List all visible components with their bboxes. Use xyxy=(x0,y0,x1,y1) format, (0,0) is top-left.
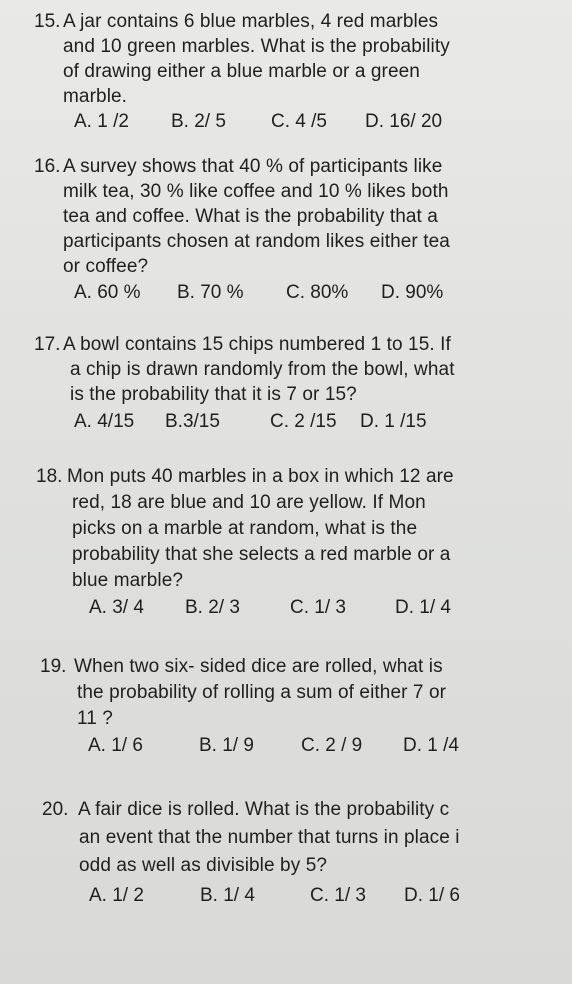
question-number: 19. xyxy=(40,656,67,677)
choice-d[interactable]: D. 16/ 20 xyxy=(365,111,443,132)
question-number: 20. xyxy=(42,799,69,820)
choice-c[interactable]: C. 2 /15 xyxy=(270,411,337,432)
question-text-line: marble. xyxy=(63,86,128,107)
choice-a[interactable]: A. 1/ 2 xyxy=(89,885,144,906)
question-text-line: or coffee? xyxy=(63,256,149,277)
question-text-line: and 10 green marbles. What is the probability xyxy=(63,36,450,57)
question-text-line: participants chosen at random likes either tea xyxy=(63,231,450,252)
answer-choices xyxy=(0,884,572,908)
choice-a[interactable]: A. 1 /2 xyxy=(74,111,129,132)
question-text-line: A bowl contains 15 chips numbered 1 to 15. If xyxy=(63,334,451,355)
question-text-line: the probability of rolling a sum of either 7 or xyxy=(77,682,447,703)
question-text-line: A survey shows that 40 % of participants like xyxy=(63,156,443,177)
choice-c[interactable]: C. 80% xyxy=(286,282,349,303)
choice-d[interactable]: D. 1/ 6 xyxy=(404,885,460,906)
question-text-line: tea and coffee. What is the probability that a xyxy=(63,206,438,227)
question-number: 17. xyxy=(34,334,61,355)
choice-b[interactable]: B.3/15 xyxy=(165,411,220,432)
choice-a[interactable]: A. 60 % xyxy=(74,282,141,303)
choice-d[interactable]: D. 1/ 4 xyxy=(395,597,451,618)
choice-c[interactable]: C. 2 / 9 xyxy=(301,735,363,756)
choice-c[interactable]: C. 4 /5 xyxy=(271,111,327,132)
question-number: 16. xyxy=(34,156,61,177)
question-text-line: milk tea, 30 % like coffee and 10 % likes both xyxy=(63,181,449,202)
choice-a[interactable]: A. 1/ 6 xyxy=(88,735,143,756)
choice-d[interactable]: D. 1 /4 xyxy=(403,735,459,756)
question-text-line: of drawing either a blue marble or a green xyxy=(63,61,420,82)
choice-d[interactable]: D. 90% xyxy=(381,282,444,303)
question-number: 18. xyxy=(36,466,63,487)
answer-choices xyxy=(0,110,572,134)
choice-b[interactable]: B. 1/ 9 xyxy=(199,735,254,756)
answer-choices xyxy=(0,734,572,758)
question-text-line: is the probability that it is 7 or 15? xyxy=(70,384,357,405)
question-text-line: A fair dice is rolled. What is the probability c xyxy=(78,799,450,820)
question-text-line: 11 ? xyxy=(77,708,113,729)
question-text-line: A jar contains 6 blue marbles, 4 red marbles xyxy=(63,11,439,32)
question-text-line: odd as well as divisible by 5? xyxy=(79,855,328,876)
question-text-line: When two six- sided dice are rolled, what is xyxy=(74,656,443,677)
choice-b[interactable]: B. 2/ 5 xyxy=(171,111,226,132)
question-text-line: picks on a marble at random, what is the xyxy=(72,518,418,539)
choice-a[interactable]: A. 4/15 xyxy=(74,411,135,432)
choice-a[interactable]: A. 3/ 4 xyxy=(89,597,144,618)
choice-c[interactable]: C. 1/ 3 xyxy=(290,597,346,618)
answer-choices xyxy=(0,281,572,305)
question-text-line: a chip is drawn randomly from the bowl, what xyxy=(70,359,455,380)
question-number: 15. xyxy=(34,11,61,32)
choice-b[interactable]: B. 70 % xyxy=(177,282,244,303)
choice-d[interactable]: D. 1 /15 xyxy=(360,411,427,432)
question-text-line: blue marble? xyxy=(72,570,184,591)
question-text-line: Mon puts 40 marbles in a box in which 12 are xyxy=(67,466,454,487)
question-text-line: red, 18 are blue and 10 are yellow. If Mon xyxy=(72,492,426,513)
question-text-line: probability that she selects a red marble or a xyxy=(72,544,451,565)
answer-choices xyxy=(0,596,572,620)
choice-b[interactable]: B. 2/ 3 xyxy=(185,597,240,618)
choice-b[interactable]: B. 1/ 4 xyxy=(200,885,255,906)
question-text-line: an event that the number that turns in place i xyxy=(79,827,460,848)
choice-c[interactable]: C. 1/ 3 xyxy=(310,885,366,906)
answer-choices xyxy=(0,410,572,434)
